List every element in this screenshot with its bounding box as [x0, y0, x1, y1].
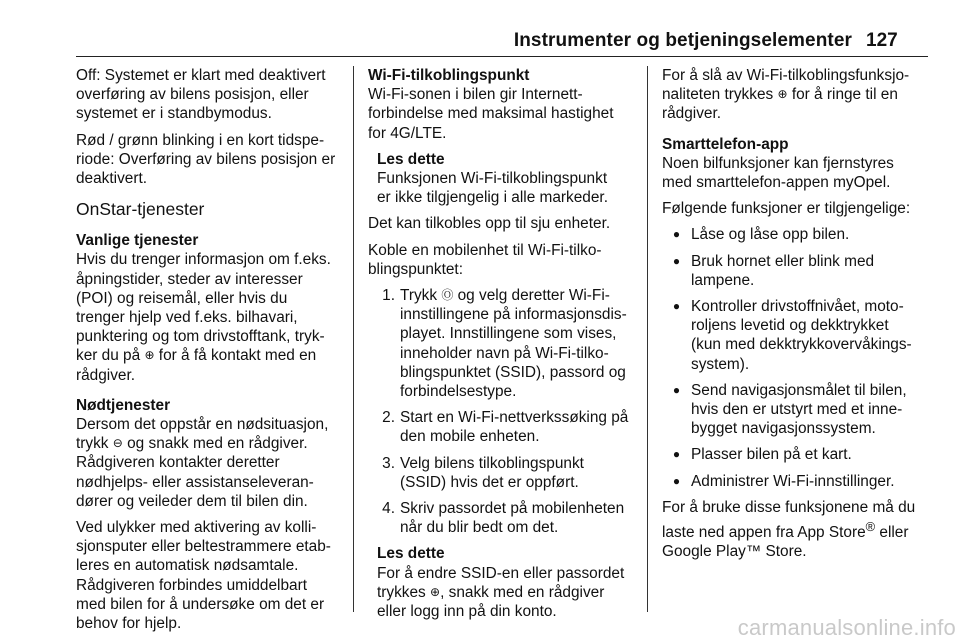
- bullet-icon: ●: [672, 473, 681, 488]
- paragraph-blinking-state: Rød / grønn blinking i en kort tidspe- riode: Overføring av bilens posisjon er deaktivert.: [76, 131, 336, 188]
- paragraph-functions-intro: Følgende funksjoner er tilgjengelige:: [662, 200, 911, 218]
- functions-list: [662, 225, 936, 490]
- onstar-button-icon: ⊕: [144, 348, 155, 363]
- paragraph-smartphone-app: Smarttelefon-app Noen bilfunksjoner kan fjernstyres med smarttelefon-appen myOpel.: [662, 135, 936, 193]
- bullet-icon: ●: [672, 382, 681, 397]
- list-item: ● Bruk hornet eller blink med lampene.: [662, 252, 936, 290]
- column-divider: [647, 66, 648, 612]
- note-change-ssid: Les dette For å endre SSID-en eller passordet trykkes ⊕, snakk med en rådgiver eller logg inn på din konto.: [377, 544, 640, 621]
- list-item: ● Administrer Wi-Fi-innstillinger.: [662, 472, 936, 491]
- paragraph-download-app: For å bruke disse funksjonene må du laste ned appen fra App Store® eller Google Play™ Store.: [662, 498, 916, 561]
- paragraph-device-count: Det kan tilkobles opp til sju enheter.: [368, 215, 611, 233]
- paragraph-connect-instructions: Koble en mobilenhet til Wi-Fi-tilko- blingspunktet:: [368, 241, 602, 278]
- column-middle: [368, 66, 640, 628]
- list-item: ● Send navigasjonsmålet til bilen, hvis den er utstyrt med et inne- bygget navigasjonssystem.: [662, 381, 936, 439]
- bullet-icon: ●: [672, 447, 681, 462]
- onstar-button-icon: ⊕: [430, 584, 441, 599]
- onstar-button-icon: ⊕: [777, 87, 788, 102]
- section-heading-onstar: OnStar-tjenester: [76, 199, 205, 220]
- page-title: Instrumenter og betjeningselementer: [513, 30, 852, 51]
- page-header: [0, 0, 960, 56]
- note-availability: Les dette Funksjonen Wi-Fi-tilkoblingspunkt er ikke tilgjengelig i alle markeder.: [377, 150, 640, 208]
- subheading-standard-services: Vanlige tjenester: [76, 232, 199, 250]
- column-right: [662, 66, 936, 569]
- note-heading: Les dette: [377, 545, 445, 563]
- list-item: ● Låse og låse opp bilen.: [662, 225, 936, 244]
- paragraph-wifi-intro: Wi-Fi-tilkoblingspunkt Wi-Fi-sonen i bilen gir Internett- forbindelse med maksimal hastighet for 4G/LTE.: [368, 66, 640, 143]
- note-heading: Les dette: [377, 150, 445, 168]
- registered-mark: ®: [865, 519, 876, 535]
- sos-button-icon: ⊖: [112, 436, 123, 451]
- list-item: ● Plasser bilen på et kart.: [662, 445, 936, 464]
- page-number: 127: [866, 30, 898, 51]
- list-item: 2. Start en Wi-Fi-nettverkssøking på den mobile enheten.: [382, 409, 629, 446]
- column-left: [76, 66, 350, 640]
- list-item: ● Kontroller drivstoffnivået, moto- roljens levetid og dekktrykket (kun med dekktrykkovervåkings- system).: [662, 297, 936, 374]
- paragraph-standard-services: Vanlige tjenester Hvis du trenger informasjon om f.eks. åpningstider, steder av interesser (POI) og reisemål, eller hvis du trenger hjelp ved f.eks. bilhavari, punktering og tom drivstofftank, tryk- ker du på ⊕ for å få kontakt med en rådgiver.: [76, 231, 350, 385]
- bullet-icon: ●: [672, 299, 681, 314]
- list-item: 3. Velg bilens tilkoblingspunkt (SSID) hvis det er oppført.: [382, 454, 584, 491]
- paragraph-off-state: Off: Systemet er klart med deaktivert overføring av bilens posisjon, eller systemet er i standbymodus.: [76, 67, 326, 123]
- paragraph-automatic-call: Ved ulykker med aktivering av kolli- sjonsputer eller beltestrammere etab- leres en automatisk nødsamtale. Rådgiveren forbindes umiddelbart med bilen for å undersøke om det er behov for hjelp.: [76, 519, 331, 633]
- paragraph-emergency-services: Nødtjenester Dersom det oppstår en nødsituasjon, trykk ⊖ og snakk med en rådgiver. Rådgiveren kontakter deretter nødhjelps- eller assistanseleveran- dører og veileder dem til bilen din.: [76, 396, 350, 511]
- list-item: 4. Skriv passordet på mobilenheten når du blir bedt om det.: [382, 500, 625, 537]
- column-divider: [353, 66, 354, 612]
- connect-steps-list: [368, 286, 640, 537]
- subheading-wifi-hotspot: Wi-Fi-tilkoblingspunkt: [368, 67, 530, 84]
- onstar-phone-icon: Ⓞ: [441, 288, 454, 303]
- bullet-icon: ●: [672, 253, 681, 268]
- paragraph-disable-wifi: For å slå av Wi-Fi-tilkoblingsfunksjo- naliteten trykkes ⊕ for å ringe til en rådgiver.: [662, 67, 910, 123]
- subheading-emergency-services: Nødtjenester: [76, 396, 171, 414]
- watermark: carmanualsonline.info: [737, 615, 956, 640]
- subheading-smartphone-app: Smarttelefon-app: [662, 135, 789, 153]
- list-item: 1. Trykk Ⓞ og velg deretter Wi-Fi- innstillingene på informasjonsdis- playet. Innstillingene som vises, inneholder navn på Wi-Fi-tilko- blingspunktet (SSID), passord og forbindelsestype.: [382, 287, 627, 401]
- header-rule: [76, 56, 928, 57]
- bullet-icon: ●: [672, 227, 681, 242]
